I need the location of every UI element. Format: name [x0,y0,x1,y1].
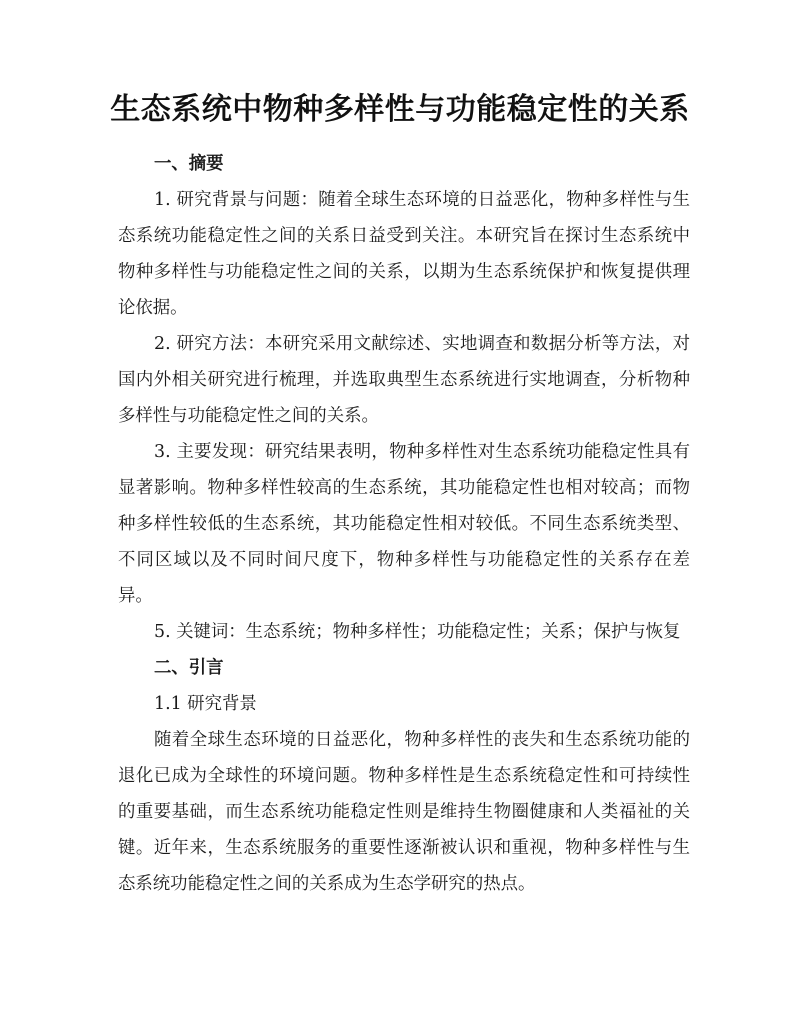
abstract-item-findings: 3. 主要发现：研究结果表明，物种多样性对生态系统功能稳定性具有显著影响。物种多样性较高的生态系统，其功能稳定性也相对较高；而物种多样性较低的生态系统，其功能稳定性相对较低。不同生态系统类型、不同区域以及不同时间尺度下，物种多样性与功能稳定性的关系存在差异。 [118,442,690,606]
document-title: 生态系统中物种多样性与功能稳定性的关系 [110,92,690,127]
document-body [118,146,690,902]
introduction-paragraph: 随着全球生态环境的日益恶化，物种多样性的丧失和生态系统功能的退化已成为全球性的环境问题。物种多样性是生态系统稳定性和可持续性的重要基础，而生态系统功能稳定性则是维持生物圈健康和人类福祉的关键。近年来，生态系统服务的重要性逐渐被认识和重视，物种多样性与生态系统功能稳定性之间的关系成为生态学研究的热点。 [118,730,690,894]
abstract-item-background: 1. 研究背景与问题：随着全球生态环境的日益恶化，物种多样性与生态系统功能稳定性之间的关系日益受到关注。本研究旨在探讨生态系统中物种多样性与功能稳定性之间的关系，以期为生态系统保护和恢复提供理论依据。 [118,190,690,318]
abstract-item-keywords: 5. 关键词：生态系统；物种多样性；功能稳定性；关系；保护与恢复 [154,622,681,642]
section-heading-abstract: 一、摘要 [154,154,224,174]
section-heading-introduction: 二、引言 [154,658,224,678]
abstract-item-methods: 2. 研究方法：本研究采用文献综述、实地调查和数据分析等方法，对国内外相关研究进行梳理，并选取典型生态系统进行实地调查，分析物种多样性与功能稳定性之间的关系。 [118,334,690,426]
subsection-heading-background: 1.1 研究背景 [154,694,257,714]
